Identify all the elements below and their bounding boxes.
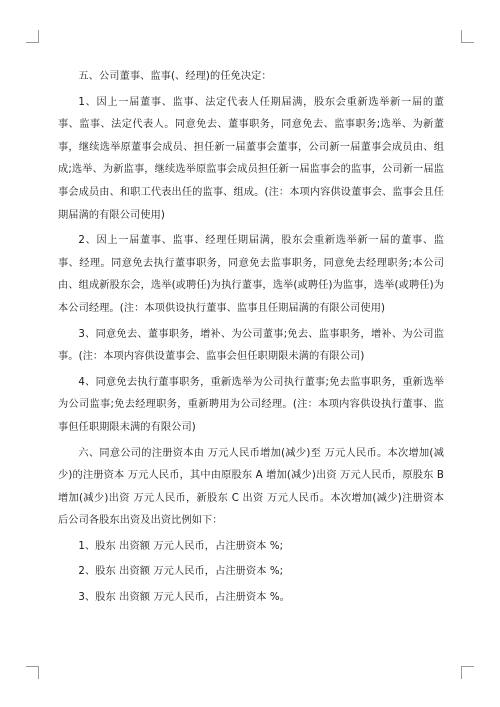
crop-mark-top-left: [26, 30, 39, 43]
crop-mark-bottom-right: [461, 666, 474, 679]
list-item: 2、股东 出资额 万元人民币，占注册资本 %;: [78, 566, 284, 578]
paragraph: 4、同意免去执行董事职务，重新选举为公司执行董事;免去监事职务，重新选举为公司监事;免去经理职务，重新聘用为公司经理。(注：本项内容供设执行董事、监事但任职期限未满的有限公司): [58, 376, 444, 433]
list-item: 1、股东 出资额 万元人民币，占注册资本 %;: [78, 540, 284, 552]
paragraph: 1、因上一届董事、监事、法定代表人任期届满，股东会重新选举新一届的董事、监事、法定代表人。同意免去、董事职务，同意免去、监事职务;选举、为新董事，继续选举原董事会成员、担任新一届董事会董事，公司新一届董事会成员由、组成;选举、为新监事，继续选举原监事会成员担任新一届监事会的监事，公司新一届监事会成员由、和职工代表出任的监事、组成。(注：本项内容供设董事会、监事会且任期届满的有限公司使用): [58, 96, 444, 221]
paragraph: 2、因上一届董事、监事、经理任期届满，股东会重新选举新一届的董事、监事、经理。同意免去执行董事职务，同意免去监事职务，同意免去经理职务;本公司由、组成新股东会，选举(或聘任)为执行董事，选举(或聘任)为监事，选举(或聘任)为本公司经理。(注：本项供设执行董事、监事且任期届满的有限公司使用): [58, 235, 444, 314]
document-body: [58, 66, 444, 613]
section-heading-capital: 六、同意公司的注册资本由 万元人民币增加(减少)至 万元人民币。本次增加(减少)的注册资本 万元人民币，其中由原股东 A 增加(减少)出资 万元人民币，原股东 B 增加(减少)出资 万元人民币，新股东 C 出资 万元人民币。本次增加(减少)注册资本后公司各股东出资及出资比例如下：: [58, 447, 444, 527]
section-heading-appointments: 五、公司董事、监事(、经理)的任免决定：: [78, 71, 272, 82]
paragraph: 3、同意免去、董事职务，增补、为公司董事;免去、监事职务，增补、为公司监事。(注：本项内容供设董事会、监事会但任职期限未满的有限公司): [58, 328, 444, 363]
list-item: 3、股东 出资额 万元人民币，占注册资本 %。: [78, 592, 290, 604]
crop-mark-top-right: [461, 30, 474, 43]
crop-mark-bottom-left: [26, 666, 39, 679]
